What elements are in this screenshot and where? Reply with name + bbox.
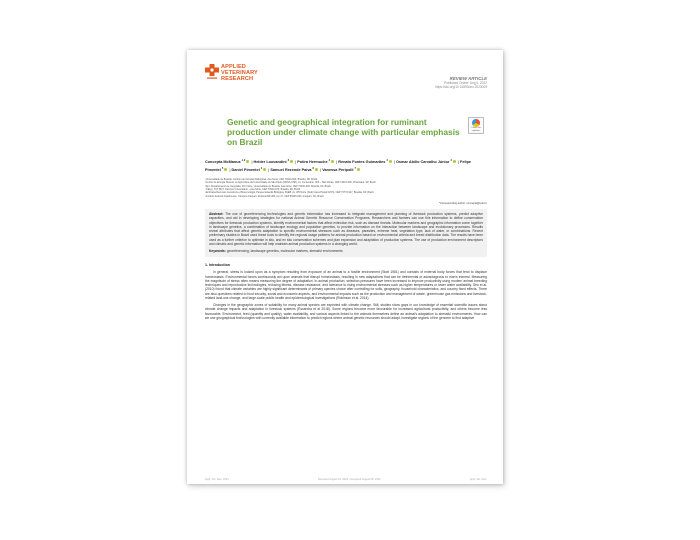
orcid-icon[interactable] [260, 166, 266, 171]
author-affiliation-mark: 4 [328, 158, 331, 162]
author-affiliation-mark: 6 [312, 166, 314, 170]
orcid-icon[interactable] [389, 160, 392, 163]
published-date: Published Online: Aug 0, 2022 [444, 81, 487, 85]
journal-name-line2: VETERINARY [221, 70, 258, 77]
author-name[interactable]: Daniel Pimentel [231, 167, 260, 172]
article-meta [435, 76, 487, 89]
affiliation-line: ¹Universidade de Brasília, Instituto de Ciências Biológicas, Asa Norte, CEP 70910-900, Brasília, DF, Brazil. [205, 177, 318, 181]
footer-right: Appl. Vet. Res. [469, 478, 487, 481]
check-for-updates-icon [472, 119, 480, 127]
keywords [209, 249, 483, 253]
journal-logo [205, 64, 258, 82]
affiliation-line: ²Centro de Energia Nuclear na Agricultura da Universidade de São Paulo (CENA-USP), Av. Centenário, 303 – São Dimas, CEP 13416-000, Piracicaba, SP, Brazil. [205, 181, 377, 185]
author-name[interactable]: Vanessa Peripolli [322, 167, 354, 172]
author-affiliation-mark: 3 [287, 158, 290, 162]
author-separator: | [336, 159, 338, 164]
doi-link[interactable]: https://doi.org/10.31893/avr.2023009 [435, 85, 487, 90]
author-affiliation-mark: 4 [450, 158, 452, 162]
abstract-text: The use of georeferencing technologies and genetic information has increased to integrate management and planning of livestock production systems, predict adaptive capacities, and aid in developing strategies for national Animal Genetic Resource Conservation Programs. Researchers and farmers can use this information to define conservation objectives for livestock production systems, identify environmental factors that affect extinction risk, such as disease threats. Molecular markers and geographic information come together in landscape genetics, a combination of landscape ecology and population genetics, to provide information on the interaction between landscape and evolutionary processes. Results reveal attributes that affect genetic adaptation to specific environmental stressors such as diseases, parasites, extreme heat, vegetation type, lack of water, or combinations. Recent preliminary studies in Brazil used these tools to identify the regional usage patterns for animal production based on environmental criteria and breed distribution data. The results have been used as a further criterion to optimise in situ, and ex situ conservation schemes and plan expansion and adaptation of production systems. The use of production environment descriptors and climatic and genetic information will help maintain animal production systems in a changing world. [209, 212, 483, 246]
affiliation-line: ⁵Embrapa Recursos Genéticos e Biotecnologia, Parque Estação Biológica, PqEB, Av. W5 Norte (final) Caixa Postal 02372, CEP 70770-917, Brasília, DF, Brazil. [205, 191, 375, 195]
orcid-icon[interactable] [287, 158, 293, 163]
paper-title: Genetic and geographical integration for ruminant production under climate change with particular emphasis on Brazil [227, 117, 460, 148]
affiliations [205, 178, 487, 198]
check-for-updates-badge[interactable] [468, 117, 484, 134]
author-list [205, 158, 487, 174]
section-heading-introduction: 1. Introduction [205, 263, 230, 268]
author-name[interactable]: Helder Louvandini [253, 159, 287, 164]
author-affiliation-mark: 5 [221, 166, 224, 170]
keywords-label: Keywords: [209, 249, 226, 254]
footer-left: Appl. Vet. Res. 2023 [205, 478, 229, 481]
check-badge-line2: updates [472, 129, 480, 132]
affiliation-line: ⁶Instituto Federal Catarinense, Campus Araquari, Rodovia BR 280, km 27, CEP 89245-000, Araquari, SC, Brazil. [205, 194, 325, 198]
affiliation-line: ³Dpt. Departamento de Geografia, ICC Norte, Universidade de Brasília, Asa Norte, CEP 70910-900, Brasília, DF, Brazil. [205, 184, 332, 188]
page-header [205, 62, 487, 106]
author-separator: | [251, 159, 253, 164]
author-affiliation-mark: 4 [386, 158, 388, 162]
author-separator: | [295, 159, 297, 164]
author-affiliation-mark: 1,2 [241, 158, 246, 162]
abstract-box [205, 209, 487, 257]
author-name[interactable]: Potira Hermuche [297, 159, 328, 164]
paper-page [187, 50, 503, 484]
page-content [205, 62, 487, 320]
abstract-label: Abstract: [209, 212, 224, 217]
abstract-body [209, 212, 483, 246]
author-separator: | [458, 159, 460, 164]
intro-paragraph-1: In general, stress is looked upon as a symptom resulting from exposure of an animal to a hostile environment (Stott 1981) and consists of external body forces that tend to displace homeostasis. Environmental forces continuously act upon animals that disrupt homeostasis, resulting in new adaptations that can be detrimental or advantageous to man's interest. Measuring the magnitude of stress often means measuring the degree of adaptation. In animal production, selection pressures have been increased to improve productivity using modern animal breeding techniques and reproductive technologies, reducing fitness, disease resistance, and tolerance to rising environmental stresses such as higher temperatures or lower water availability. Seo et al. (2010) found that climate variables are highly significant determinants of primary species choice after controlling for soils, geography, household characteristics, and country fixed effects. There are also questions related to food security, social and economic aspects, and environmental impacts such as the production and management of waste, greenhouse gas emissions and livestock-related land-use change, and large-scale public health and epidemiological investigations (Robinson et al. 2014). [205, 270, 487, 300]
orcid-icon[interactable] [312, 166, 318, 171]
orcid-icon[interactable] [221, 166, 227, 171]
author-name[interactable]: Renato Fontes Guimarães [338, 159, 386, 164]
footer-center: Received August 01, 2022 • Accepted August 08, 2022 [317, 478, 381, 481]
orcid-icon[interactable] [246, 160, 249, 163]
author-separator: | [268, 167, 270, 172]
author-affiliation-mark: 1 [260, 166, 263, 170]
orcid-icon[interactable] [453, 160, 456, 163]
author-separator: | [229, 167, 231, 172]
journal-name-line3: RESEARCH [221, 76, 254, 83]
orcid-icon[interactable] [357, 168, 360, 171]
intro-paragraph-2: Changes in the geographic zones of suitability for many animal species are expected with climate change. Still, studies show gaps in our knowledge of essential scientific issues about climate change impacts and adaptation in livestock systems (Escarcha et al 2018). Some regions become more favourable for increased agricultural productivity, and others become less favourable. Environment, feed (quantity and quality), water availability, and various aspects linked to the animals themselves define an animal's adaptation to stressful environments. How can we use geographical technologies with currently available information to predict regions where animal genetic resources should adapt, investigate regions of the genome to find adaptive [205, 303, 487, 320]
author-name[interactable]: Felipe Pimentel [205, 159, 472, 172]
author-name[interactable]: Osmar Abílio Carvalho Júnior [395, 159, 450, 164]
affiliation-line: ⁴CELQ, TCT BCT, Campus Universitário – Asa Norte, CEP 70910-970, Brasília, DF, Brazil. [205, 187, 301, 191]
cross-and-paw-icon [205, 64, 219, 81]
author-affiliation-mark: 7 [354, 166, 356, 170]
check-badge-line1: Check for [471, 127, 481, 129]
author-name[interactable]: Samuel Rezende Paiva [270, 167, 312, 172]
orcid-icon[interactable] [328, 158, 334, 163]
journal-name-line1: APPLIED [221, 64, 246, 70]
corresponding-author: *Corresponding author: concepta@unb.br [438, 202, 487, 206]
author-separator: | [393, 159, 395, 164]
article-type: REVIEW ARTICLE [449, 76, 487, 81]
page-footer [205, 478, 487, 481]
author-name[interactable]: Concepta McManus [205, 159, 241, 164]
keywords-text: georeferencing, landscape genetics, molecular markers, stressful environments [226, 249, 343, 254]
author-separator: | [320, 167, 322, 172]
title-row [205, 117, 487, 148]
